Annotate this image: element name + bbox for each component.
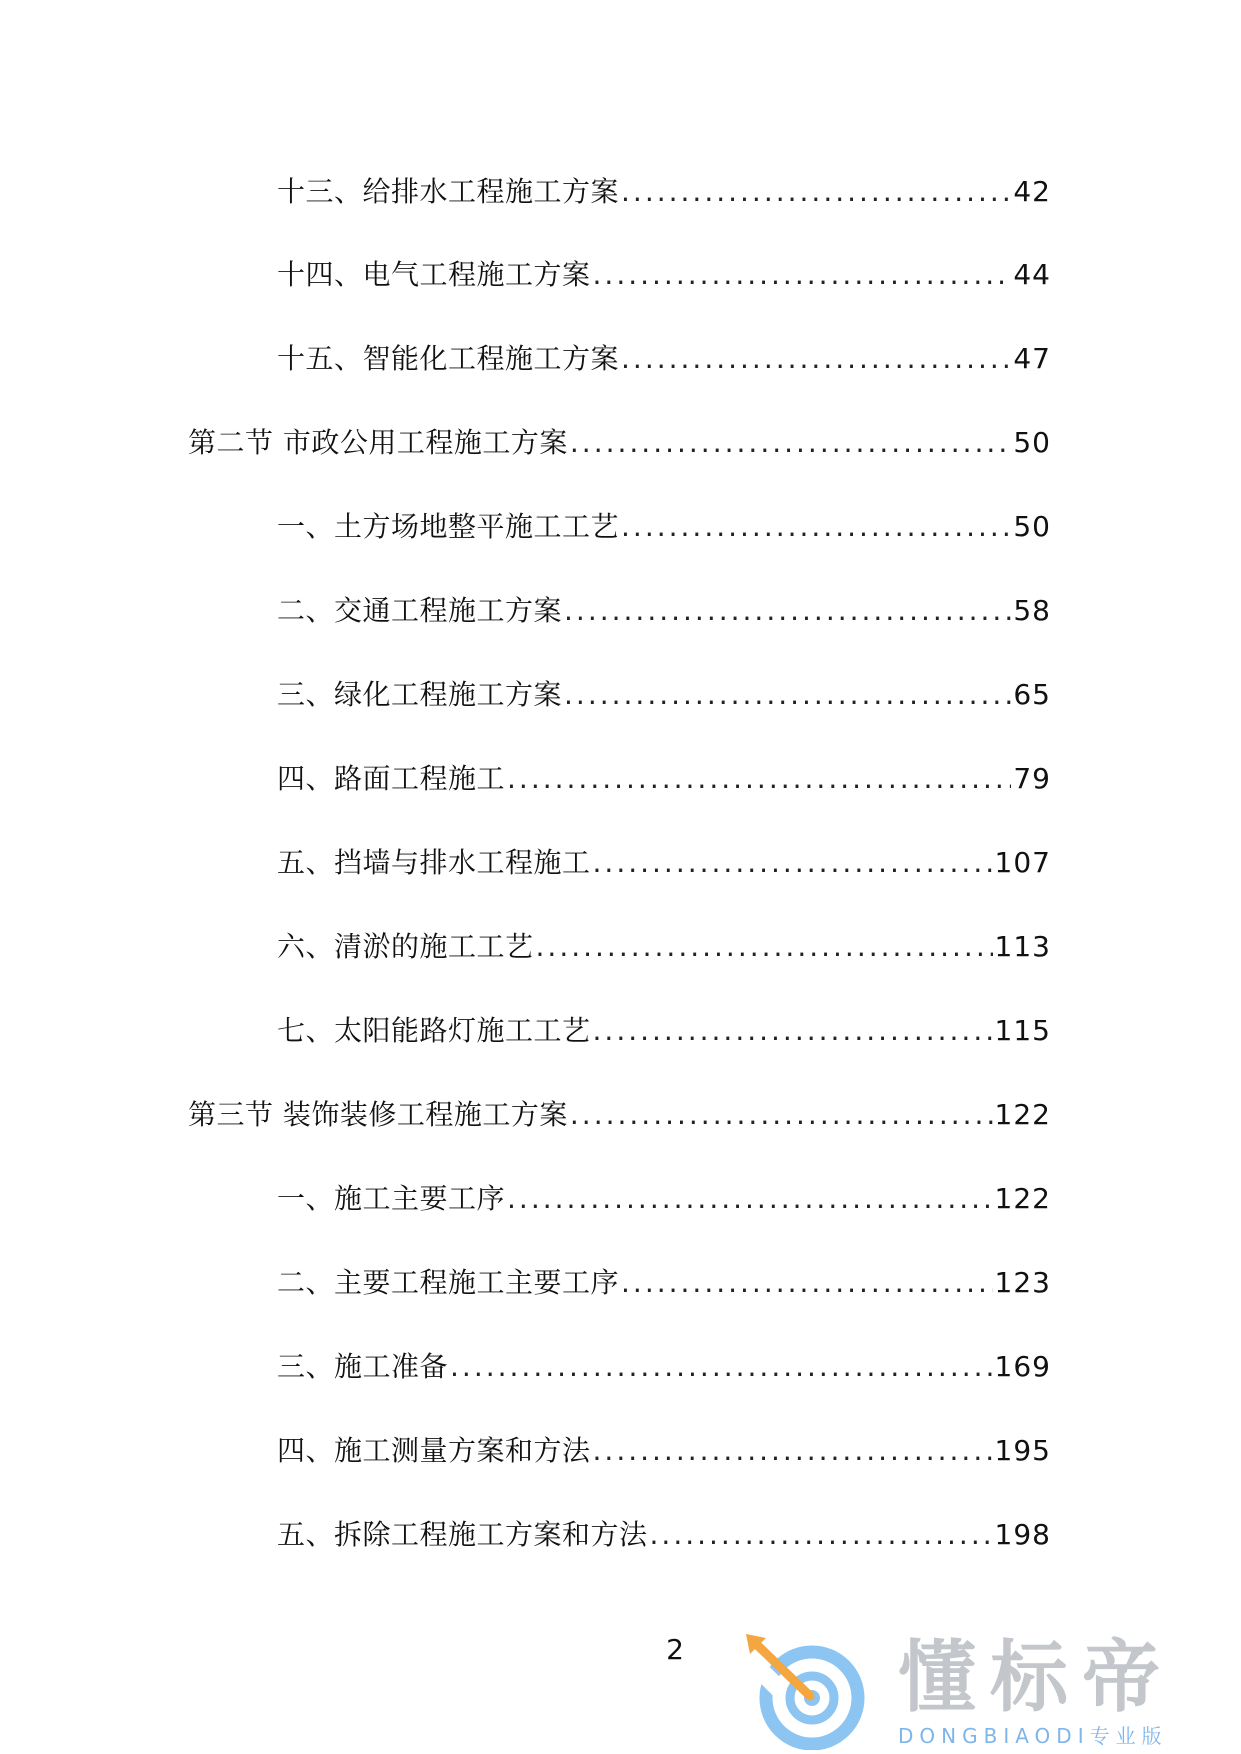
toc-entry-title: 三、绿化工程施工方案 (277, 678, 563, 711)
toc-entry[interactable] (277, 593, 1051, 629)
toc-entry-page: 123 (994, 1266, 1051, 1299)
toc-entry-title: 十四、电气工程施工方案 (277, 258, 591, 291)
toc-leader-dots (570, 1097, 993, 1133)
toc-leader-dots (564, 593, 1011, 629)
toc-entry-page: 47 (1013, 342, 1051, 375)
toc-entry[interactable] (277, 845, 1051, 881)
watermark (740, 1632, 1220, 1750)
toc-leader-dots (564, 677, 1011, 713)
toc-leader-dots (621, 174, 1011, 210)
toc-entry-title: 四、施工测量方案和方法 (277, 1434, 591, 1467)
toc-leader-dots (593, 1433, 993, 1469)
toc-entry-page: 65 (1013, 678, 1051, 711)
toc-entry-page: 50 (1013, 510, 1051, 543)
toc-entry[interactable] (277, 677, 1051, 713)
toc-entry-page: 195 (994, 1434, 1051, 1467)
toc-leader-dots (536, 929, 993, 965)
toc-entry-page: 50 (1013, 426, 1051, 459)
toc-section-entry[interactable] (188, 1097, 1051, 1133)
toc-leader-dots (450, 1349, 993, 1385)
toc-entry-title: 一、土方场地整平施工工艺 (277, 510, 620, 543)
toc-leader-dots (570, 425, 1011, 461)
toc-entry[interactable] (277, 1181, 1051, 1217)
watermark-brand-name: 懂标帝 (898, 1633, 1175, 1723)
toc-entry-title: 第三节 装饰装修工程施工方案 (188, 1098, 568, 1131)
toc-entry-title: 四、路面工程施工 (277, 762, 506, 795)
toc-entry-page: 42 (1013, 175, 1051, 208)
toc-leader-dots (650, 1517, 993, 1553)
toc-entry-page: 113 (994, 930, 1051, 963)
toc-entry[interactable] (277, 1433, 1051, 1469)
toc-section-entry[interactable] (188, 425, 1051, 461)
toc-entry-title: 二、交通工程施工方案 (277, 594, 563, 627)
toc-entry[interactable] (277, 1517, 1051, 1553)
toc-entry-page: 122 (994, 1098, 1051, 1131)
toc-entry-title: 五、拆除工程施工方案和方法 (277, 1518, 648, 1551)
toc-entry-title: 六、清淤的施工工艺 (277, 930, 534, 963)
watermark-subtitle: DONGBIAODI专业版 (898, 1724, 1168, 1748)
toc-entry-title: 七、太阳能路灯施工工艺 (277, 1014, 591, 1047)
toc-entry[interactable] (277, 761, 1051, 797)
toc-entry-page: 115 (994, 1014, 1051, 1047)
toc-leader-dots (593, 257, 1012, 293)
toc-entry-title: 十五、智能化工程施工方案 (277, 342, 620, 375)
toc-entry[interactable] (277, 1265, 1051, 1301)
toc-leader-dots (621, 341, 1011, 377)
toc-entry[interactable] (277, 509, 1051, 545)
toc-entry[interactable] (277, 1349, 1051, 1385)
toc-entry-title: 第二节 市政公用工程施工方案 (188, 426, 568, 459)
page-number: 2 (666, 1633, 684, 1666)
toc-entry[interactable] (277, 929, 1051, 965)
toc-leader-dots (593, 845, 993, 881)
toc-entry[interactable] (277, 341, 1051, 377)
toc-entry-title: 十三、给排水工程施工方案 (277, 175, 620, 208)
toc-entry[interactable] (277, 257, 1051, 293)
toc-entry-page: 44 (1013, 258, 1051, 291)
toc-entry-page: 58 (1013, 594, 1051, 627)
toc-entry-title: 二、主要工程施工主要工序 (277, 1266, 620, 1299)
toc-entry-title: 一、施工主要工序 (277, 1182, 506, 1215)
toc-entry-page: 107 (994, 846, 1051, 879)
toc-entry[interactable] (277, 1013, 1051, 1049)
toc-entry-title: 五、挡墙与排水工程施工 (277, 846, 591, 879)
toc-leader-dots (507, 1181, 993, 1217)
toc-entry-title: 三、施工准备 (277, 1350, 449, 1383)
toc-entry-page: 122 (994, 1182, 1051, 1215)
target-arrow-icon (740, 1632, 870, 1750)
toc-entry-page: 169 (994, 1350, 1051, 1383)
toc-entry[interactable] (277, 174, 1051, 210)
toc-leader-dots (507, 761, 1011, 797)
toc-leader-dots (621, 1265, 993, 1301)
toc-entry-page: 198 (994, 1518, 1051, 1551)
toc-entry-page: 79 (1013, 762, 1051, 795)
toc-leader-dots (593, 1013, 993, 1049)
toc-leader-dots (621, 509, 1011, 545)
